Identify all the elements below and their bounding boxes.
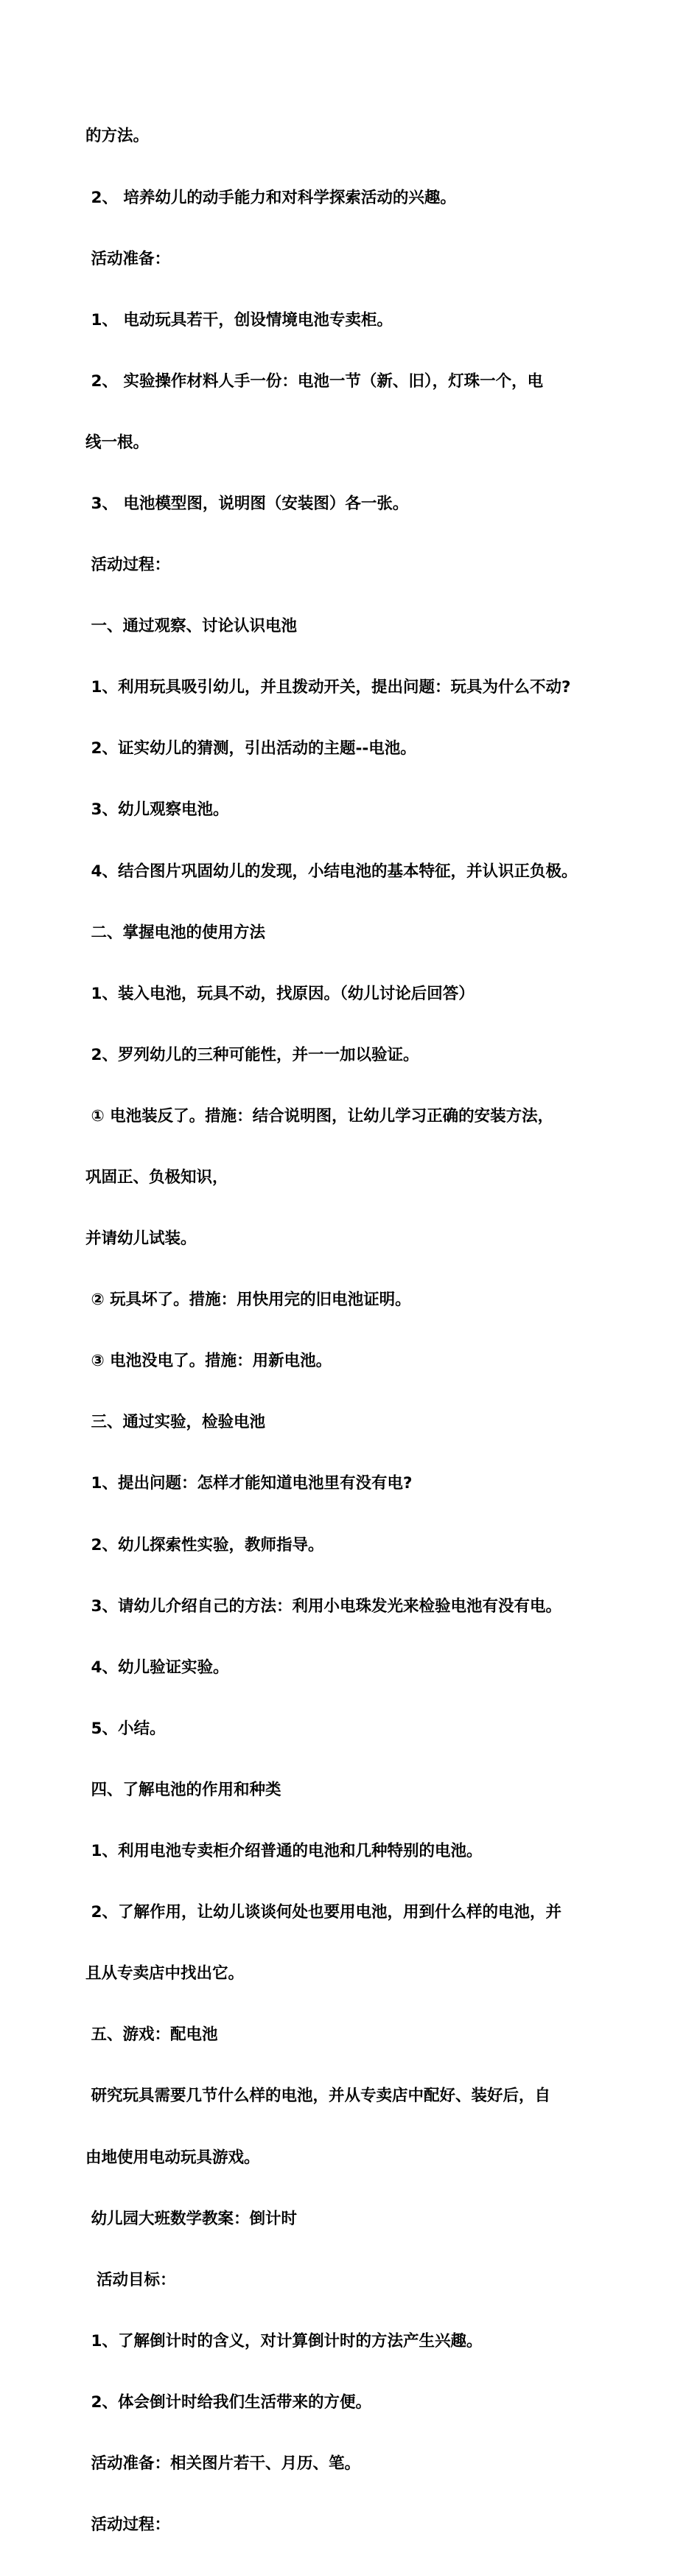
text-line: 1、装入电池，玩具不动，找原因。（幼儿讨论后回答） (85, 984, 475, 1003)
text-line: 且从专卖店中找出它。 (85, 1964, 245, 1983)
text-line: 3、请幼儿介绍自己的方法：利用小电珠发光来检验电池有没有电。 (85, 1596, 561, 1616)
text-line: 5、小结。 (85, 1719, 166, 1738)
text-line: 4、幼儿验证实验。 (85, 1658, 229, 1677)
section-heading: 四、了解电池的作用和种类 (85, 1780, 281, 1799)
text-line: 2、幼儿探索性实验，教师指导。 (85, 1535, 324, 1554)
section-heading: 一、通过观察、讨论认识电池 (85, 617, 297, 636)
text-line: 1、利用玩具吸引幼儿，并且拨动开关，提出问题：玩具为什么不动? (85, 678, 571, 697)
text-line: 2、体会倒计时给我们生活带来的方便。 (85, 2392, 371, 2412)
text-line: 1、利用电池专卖柜介绍普通的电池和几种特别的电池。 (85, 1842, 483, 1861)
text-line: 的方法。 (85, 127, 150, 146)
document-body (85, 85, 623, 2576)
text-line: 研究玩具需要几节什么样的电池，并从专卖店中配好、装好后，自 (85, 2087, 550, 2106)
text-line: 1、提出问题：怎样才能知道电池里有没有电? (85, 1474, 413, 1493)
text-line: 4、结合图片巩固幼儿的发现，小结电池的基本特征，并认识正负极。 (85, 862, 578, 881)
section-heading: 三、通过实验，检验电池 (85, 1413, 265, 1432)
text-line: ③ 电池没电了。措施：用新电池。 (85, 1352, 332, 1371)
text-line: ② 玩具坏了。措施：用快用完的旧电池证明。 (85, 1291, 411, 1310)
document-title: 幼儿园大班数学教案：倒计时 (85, 2209, 297, 2228)
text-line: 1、了解倒计时的含义，对计算倒计时的方法产生兴趣。 (85, 2331, 483, 2350)
section-heading: 活动准备： (85, 249, 170, 268)
section-heading: 五、游戏：配电池 (85, 2025, 218, 2045)
text-line: 2、了解作用，让幼儿谈谈何处也要用电池，用到什么样的电池，并 (85, 1903, 561, 1922)
text-line: 并请幼儿试装。 (85, 1229, 197, 1249)
text-line: 2、罗列幼儿的三种可能性，并一一加以验证。 (85, 1045, 419, 1064)
text-line: 2、 实验操作材料人手一份：电池一节（新、旧），灯珠一个，电 (85, 371, 544, 391)
text-line: ① 电池装反了。措施：结合说明图，让幼儿学习正确的安装方法， (85, 1106, 554, 1125)
text-line: 3、幼儿观察电池。 (85, 800, 229, 820)
text-line: 巩固正、负极知识， (85, 1168, 228, 1187)
text-line: 2、 培养幼儿的动手能力和对科学探索活动的兴趣。 (85, 188, 456, 207)
text-line: 2、证实幼儿的猜测，引出活动的主题--电池。 (85, 739, 416, 758)
section-heading: 活动过程： (85, 556, 170, 575)
section-heading: 二、掌握电池的使用方法 (85, 923, 265, 942)
text-line: 1、 电动玩具若干，创设情境电池专卖柜。 (85, 310, 393, 329)
text-line: 3、 电池模型图，说明图（安装图）各一张。 (85, 494, 409, 513)
section-heading: 活动过程： (85, 2516, 170, 2535)
text-line: 由地使用电动玩具游戏。 (85, 2148, 260, 2167)
text-line: 线一根。 (85, 433, 150, 452)
section-heading: 活动目标： (85, 2270, 176, 2289)
text-line: 活动准备：相关图片若干、月历、笔。 (85, 2454, 360, 2473)
